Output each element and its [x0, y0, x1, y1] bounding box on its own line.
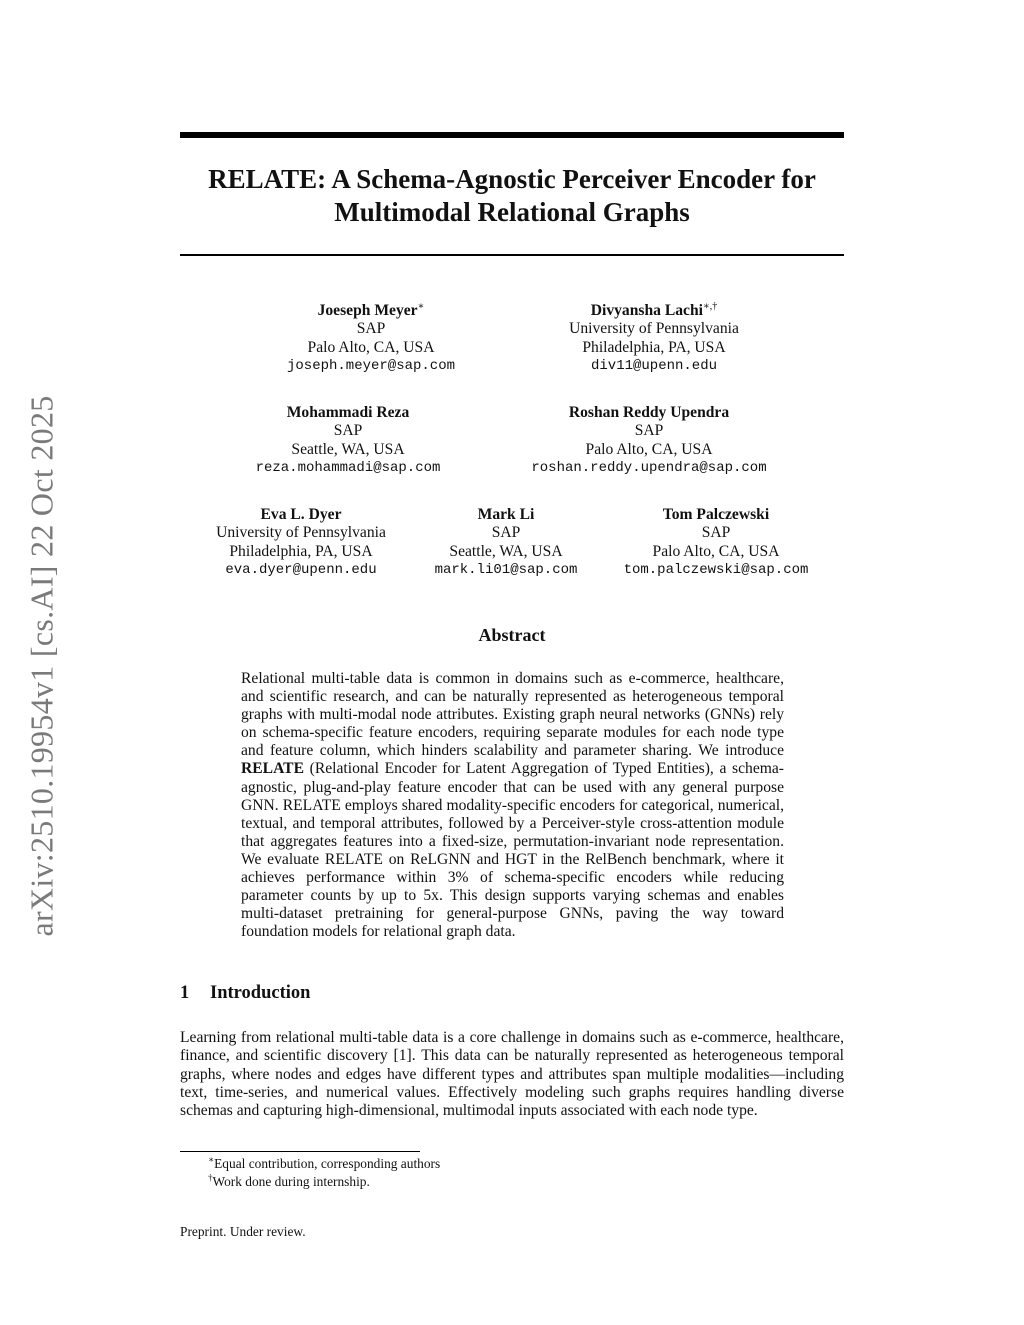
paper-title — [180, 163, 844, 229]
author-block-6 — [416, 506, 596, 580]
footnote-rule — [180, 1151, 420, 1152]
author-location: Palo Alto, CA, USA — [307, 338, 435, 356]
author-location: Philadelphia, PA, USA — [229, 542, 373, 560]
author-affiliation: SAP — [356, 320, 386, 338]
author-name: Divyansha Lachi∗,† — [590, 300, 718, 319]
author-affiliation: SAP — [634, 422, 664, 440]
author-email: eva.dyer@upenn.edu — [225, 562, 377, 579]
author-location: Seattle, WA, USA — [291, 440, 405, 458]
author-block-3 — [203, 404, 493, 478]
author-name: Tom Palczewski — [662, 506, 770, 523]
arxiv-id-text: arXiv:2510.19954v1 [cs.AI] 22 Oct 2025 — [23, 395, 60, 937]
author-location: Philadelphia, PA, USA — [582, 338, 726, 356]
abstract-body: Relational multi-table data is common in domains such as e-commerce, healthcare, and scientific research, and can be naturally represented as heterogeneous temporal graphs with multi-modal node attributes. Existing graph neural networks (GNNs) rely on schema-specific feature encoders, requiring separate modules for each node type and feature column, which hinders scalability and parameter sharing. We introduce RELATE (Relational Encoder for Latent Aggregation of Typed Entities), a schema-agnostic, plug-and-play feature encoder that can be used with any general purpose GNN. RELATE employs shared modality-specific encoders for categorical, numerical, textual, and temporal attributes, followed by a Perceiver-style cross-attention module that aggregates features into a fixed-size, permutation-invariant node representation. We evaluate RELATE on ReLGNN and HGT in the RelBench benchmark, where it achieves performance within 3% of schema-specific encoders while reducing parameter counts by up to 5x. This design supports varying schemas and enables multi-dataset pretraining for general-purpose GNNs, paving the way toward foundation models for relational graph data. — [241, 670, 784, 941]
section-heading-introduction: 1 Introduction — [180, 983, 311, 1003]
author-location: Seattle, WA, USA — [449, 542, 563, 560]
author-email: tom.palczewski@sap.com — [623, 562, 809, 579]
author-affiliation: SAP — [701, 524, 731, 542]
author-block-4 — [499, 404, 799, 478]
abstract-bold-term: RELATE — [241, 760, 304, 778]
author-name: Mark Li — [477, 506, 535, 523]
author-affiliation: University of Pennsylvania — [216, 524, 386, 542]
author-location: Palo Alto, CA, USA — [652, 542, 780, 560]
title-top-rule — [180, 132, 844, 138]
preprint-note: Preprint. Under review. — [180, 1224, 306, 1239]
introduction-paragraph: Learning from relational multi-table data is a core challenge in domains such as e-commerce, healthcare, finance, and scientific discovery [1]. This data can be naturally represented as heterogeneous temporal graphs, where nodes and edges have different types and attributes span multiple modalities—including text, time-series, and numerical values. Effectively modeling such graphs requires handling diverse schemas and capturing high-dimensional, multimodal inputs associated with each node type. — [180, 1029, 844, 1120]
author-affiliation: SAP — [491, 524, 521, 542]
author-name: Eva L. Dyer — [260, 506, 342, 523]
title-line-1: RELATE: A Schema-Agnostic Perceiver Encoder for — [208, 164, 816, 194]
author-affiliation: SAP — [333, 422, 363, 440]
author-email: div11@upenn.edu — [590, 358, 718, 375]
author-name: Joeseph Meyer∗ — [317, 300, 425, 319]
author-block-1 — [226, 302, 516, 376]
author-affiliation: University of Pennsylvania — [569, 320, 739, 338]
author-name: Mohammadi Reza — [286, 404, 410, 421]
title-bottom-rule — [180, 254, 844, 256]
author-email: joseph.meyer@sap.com — [286, 358, 456, 375]
footnote-1: ∗Equal contribution, corresponding authors — [208, 1154, 441, 1171]
author-name: Roshan Reddy Upendra — [568, 404, 730, 421]
arxiv-side-label — [12, 376, 72, 956]
footnote-2: †Work done during internship. — [208, 1172, 370, 1189]
author-email: roshan.reddy.upendra@sap.com — [531, 460, 767, 477]
author-block-7 — [596, 506, 836, 580]
abstract-heading: Abstract — [478, 625, 546, 645]
author-email: mark.li01@sap.com — [434, 562, 578, 579]
author-block-5 — [186, 506, 416, 580]
author-email: reza.mohammadi@sap.com — [255, 460, 441, 477]
author-location: Palo Alto, CA, USA — [585, 440, 713, 458]
title-line-2: Multimodal Relational Graphs — [334, 197, 690, 227]
author-block-2 — [509, 302, 799, 376]
